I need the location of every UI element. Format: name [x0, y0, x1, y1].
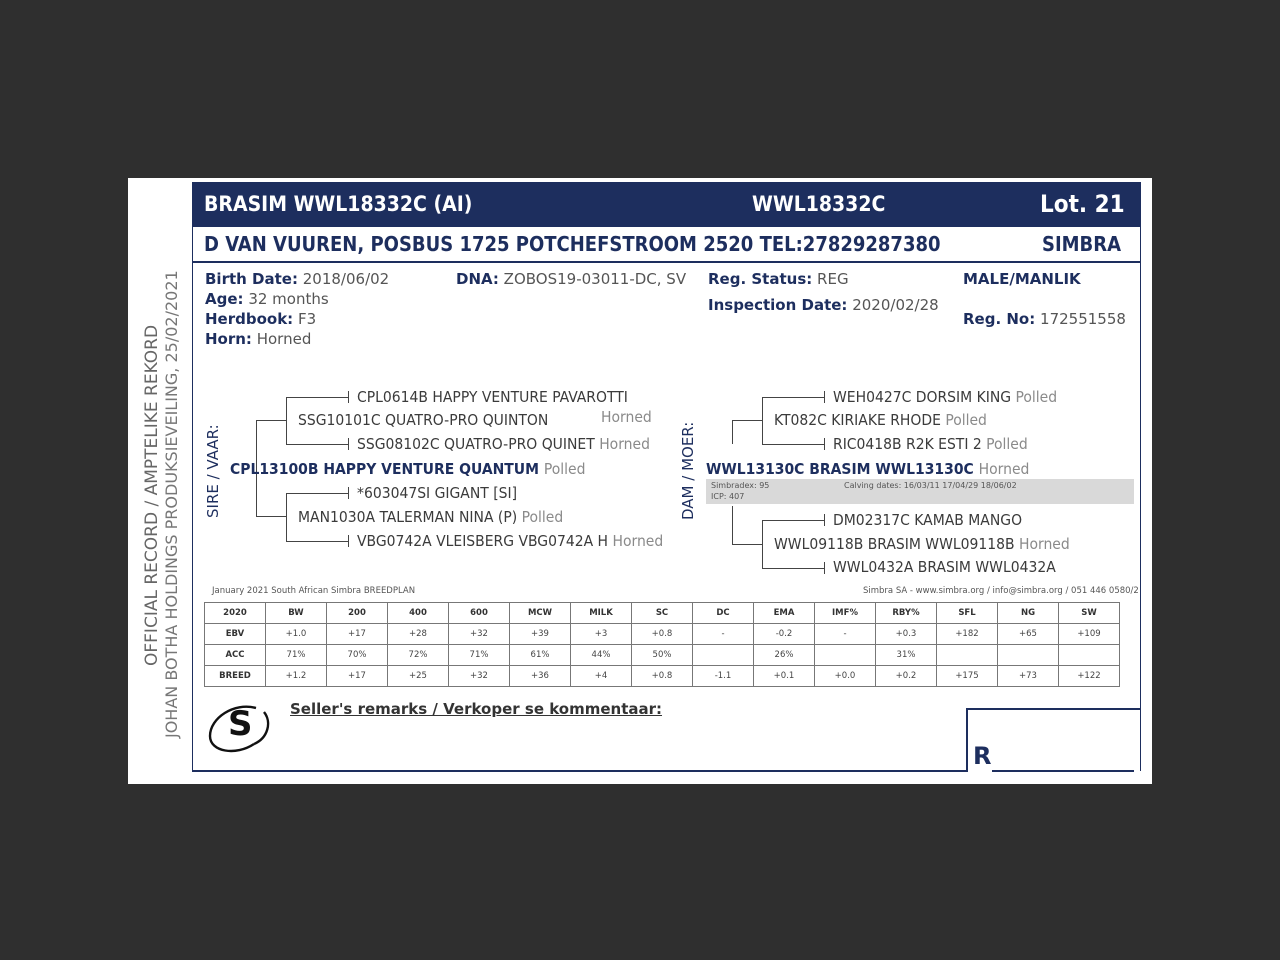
dam-dam-dam: WWL0432A BRASIM WWL0432A — [833, 558, 1056, 576]
dam-dam-sire: DM02317C KAMAB MANGO — [833, 511, 1023, 529]
breedplan-cell: +1.2 — [266, 666, 327, 687]
breedplan-cell: - — [693, 624, 754, 645]
breedplan-cell: +73 — [998, 666, 1059, 687]
simbra-logo — [206, 700, 278, 758]
breedplan-cell: +0.8 — [632, 666, 693, 687]
breedplan-cell: +32 — [449, 666, 510, 687]
breedplan-cell: +3 — [571, 624, 632, 645]
breedplan-cell: -1.1 — [693, 666, 754, 687]
breedplan-cell: +17 — [327, 624, 388, 645]
owner-bar — [192, 227, 1140, 263]
horn: Horn: Horned — [205, 330, 312, 348]
breedplan-header-cell: EMA — [754, 603, 815, 624]
breedplan-header-cell: MCW — [510, 603, 571, 624]
breedplan-header-cell: 600 — [449, 603, 510, 624]
breedplan-header-cell: MILK — [571, 603, 632, 624]
breedplan-header-cell: BW — [266, 603, 327, 624]
breedplan-table — [204, 602, 1120, 687]
price-input-line[interactable] — [992, 770, 1134, 772]
lot-record-card — [128, 178, 1152, 784]
dam-info-bar — [706, 479, 1134, 504]
breedplan-cell: 44% — [571, 645, 632, 666]
breedplan-cell: +182 — [937, 624, 998, 645]
breedplan-cell: +4 — [571, 666, 632, 687]
breedplan-cell: +0.8 — [632, 624, 693, 645]
sire-dam-dam: VBG0742A VLEISBERG VBG0742A H Horned — [357, 532, 664, 550]
card-header — [192, 182, 1140, 227]
owner-details: D VAN VUUREN, POSBUS 1725 POTCHEFSTROOM 2520 TEL:27829287380 — [204, 232, 941, 256]
breedplan-cell: ACC — [205, 645, 266, 666]
birth-date: Birth Date: 2018/06/02 — [205, 270, 390, 288]
sire-sire: SSG10101C QUATRO-PRO QUINTON — [298, 411, 549, 429]
breedplan-cell: - — [815, 624, 876, 645]
breedplan-note: January 2021 South African Simbra BREEDPLAN — [212, 586, 416, 596]
reg-status: Reg. Status: REG — [708, 270, 849, 288]
breedplan-row — [205, 666, 1120, 687]
breedplan-header-cell: RBY% — [876, 603, 937, 624]
breedplan-cell: +39 — [510, 624, 571, 645]
breedplan-cell: 61% — [510, 645, 571, 666]
breedplan-cell: +0.3 — [876, 624, 937, 645]
reg-no: Reg. No: 172551558 — [963, 310, 1126, 328]
breedplan-cell — [998, 645, 1059, 666]
auction-text: JOHAN BOTHA HOLDINGS PRODUKSIEVEILING, 25/02/2021 — [162, 270, 181, 738]
breedplan-header-cell: SFL — [937, 603, 998, 624]
breedplan-header-cell: 2020 — [205, 603, 266, 624]
breedplan-row — [205, 645, 1120, 666]
dam: WWL13130C BRASIM WWL13130C Horned — [706, 460, 1030, 478]
dna: DNA: ZOBOS19-03011-DC, SV — [456, 270, 687, 288]
herdbook: Herdbook: F3 — [205, 310, 317, 328]
breedplan-cell: +28 — [388, 624, 449, 645]
sex: MALE/MANLIK — [963, 270, 1081, 288]
seller-remarks-label: Seller's remarks / Verkoper se kommentaar: — [290, 700, 663, 718]
breedplan-cell: +122 — [1059, 666, 1120, 687]
simbra-contact: Simbra SA - www.simbra.org / info@simbra.org / 051 446 0580/2 — [863, 586, 1139, 596]
breedplan-cell: 31% — [876, 645, 937, 666]
breedplan-header-row — [205, 603, 1120, 624]
dam-label: DAM / MOER: — [679, 421, 697, 520]
sire-sire-dam: SSG08102C QUATRO-PRO QUINET Horned — [357, 435, 650, 453]
sire-sire-status: Horned — [601, 408, 652, 426]
breedplan-header-cell: NG — [998, 603, 1059, 624]
breedplan-cell: +109 — [1059, 624, 1120, 645]
breedplan-cell: 26% — [754, 645, 815, 666]
breedplan-header-cell: 400 — [388, 603, 449, 624]
breedplan-cell: 50% — [632, 645, 693, 666]
breedplan-cell: +17 — [327, 666, 388, 687]
breedplan-cell: +0.2 — [876, 666, 937, 687]
breed-name: SIMBRA — [1042, 232, 1122, 256]
lot-number: Lot. 21 — [1040, 190, 1125, 218]
simbradex: Simbradex: 95 — [711, 481, 770, 490]
dam-dam: WWL09118B BRASIM WWL09118B Horned — [774, 535, 1070, 553]
breedplan-header-cell: SC — [632, 603, 693, 624]
animal-name: BRASIM WWL18332C (AI) — [204, 192, 473, 216]
breedplan-cell — [693, 645, 754, 666]
breedplan-cell — [815, 645, 876, 666]
breedplan-cell: +175 — [937, 666, 998, 687]
breedplan-cell: +1.0 — [266, 624, 327, 645]
breedplan-header-cell: DC — [693, 603, 754, 624]
icp: ICP: 407 — [711, 492, 745, 501]
dam-sire-sire: WEH0427C DORSIM KING Polled — [833, 388, 1058, 406]
breedplan-cell: +65 — [998, 624, 1059, 645]
breedplan-cell: EBV — [205, 624, 266, 645]
official-record-text: OFFICIAL RECORD / AMPTELIKE REKORD — [142, 324, 162, 666]
breedplan-header-cell: 200 — [327, 603, 388, 624]
breedplan-cell — [937, 645, 998, 666]
breedplan-cell: +32 — [449, 624, 510, 645]
breedplan-cell: +0.1 — [754, 666, 815, 687]
sire-dam-sire: *603047SI GIGANT [SI] — [357, 484, 518, 502]
breedplan-cell: -0.2 — [754, 624, 815, 645]
breedplan-cell: 71% — [266, 645, 327, 666]
dam-sire-dam: RIC0418B R2K ESTI 2 Polled — [833, 435, 1028, 453]
breedplan-cell: 70% — [327, 645, 388, 666]
inspection-date: Inspection Date: 2020/02/28 — [708, 296, 939, 314]
breedplan-cell — [1059, 645, 1120, 666]
sire-dam: MAN1030A TALERMAN NINA (P) Polled — [298, 508, 564, 526]
age: Age: 32 months — [205, 290, 329, 308]
sire-sire-sire: CPL0614B HAPPY VENTURE PAVAROTTI — [357, 388, 628, 406]
breedplan-cell: +0.0 — [815, 666, 876, 687]
price-prefix: R — [973, 742, 992, 770]
breedplan-header-cell: IMF% — [815, 603, 876, 624]
sire: CPL13100B HAPPY VENTURE QUANTUM Polled — [230, 460, 586, 478]
breedplan-cell: +36 — [510, 666, 571, 687]
breedplan-cell: 71% — [449, 645, 510, 666]
breedplan-cell: 72% — [388, 645, 449, 666]
animal-id: WWL18332C — [752, 192, 886, 216]
sire-label: SIRE / VAAR: — [204, 424, 222, 518]
breedplan-cell: +25 — [388, 666, 449, 687]
breedplan-cell: BREED — [205, 666, 266, 687]
breedplan-row — [205, 624, 1120, 645]
dam-sire: KT082C KIRIAKE RHODE Polled — [774, 411, 987, 429]
logo-letter: S — [228, 704, 253, 744]
breedplan-header-cell: SW — [1059, 603, 1120, 624]
calving-dates: Calving dates: 16/03/11 17/04/29 18/06/02 — [844, 481, 1017, 490]
